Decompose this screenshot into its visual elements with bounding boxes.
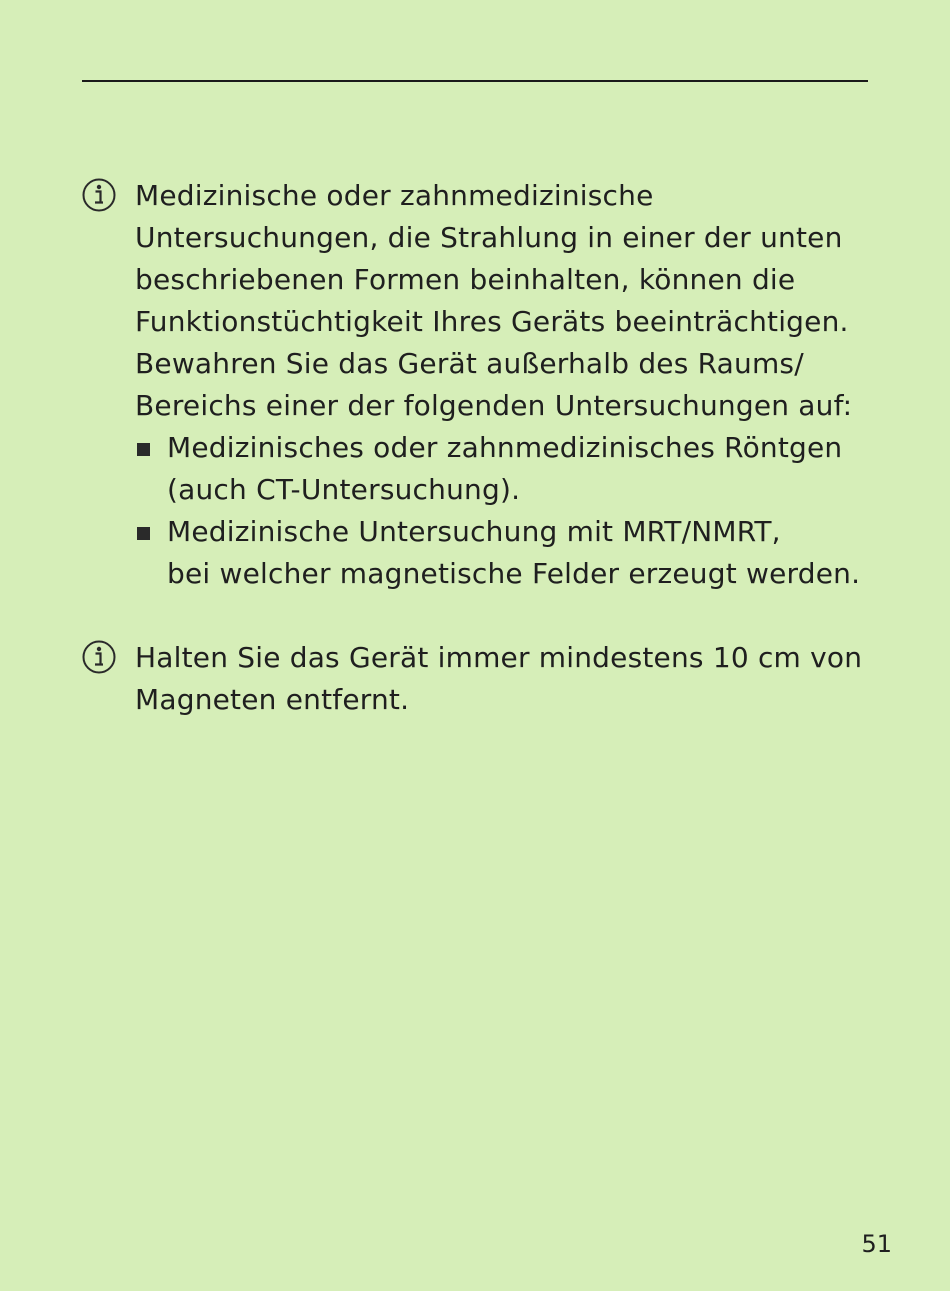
page-number: 51 — [861, 1230, 892, 1258]
info-icon — [82, 178, 116, 212]
list-item — [135, 427, 872, 511]
top-rule — [82, 80, 868, 82]
list-item-line: (auch CT-Untersuchung). — [167, 473, 521, 506]
text-line: Magneten entfernt. — [135, 683, 410, 716]
note-paragraph — [135, 175, 872, 427]
note-body — [135, 637, 872, 721]
list-item-line: Medizinisches oder zahnmedizinisches Röntgen — [167, 431, 843, 464]
list-item-line: bei welcher magnetische Felder erzeugt werden. — [167, 557, 861, 590]
info-icon — [82, 640, 116, 674]
note-body — [135, 175, 872, 595]
list-item — [135, 511, 872, 595]
text-line: Medizinische oder zahnmedizinische — [135, 179, 654, 212]
list-item-line: Medizinische Untersuchung mit MRT/NMRT, — [167, 515, 781, 548]
text-line: Untersuchungen, die Strahlung in einer der unten — [135, 221, 843, 254]
text-line: Bereichs einer der folgenden Untersuchungen auf: — [135, 389, 853, 422]
text-line: Bewahren Sie das Gerät außerhalb des Raums/ — [135, 347, 804, 380]
square-bullet-icon — [137, 443, 150, 456]
text-line: Halten Sie das Gerät immer mindestens 10 cm von — [135, 641, 863, 674]
square-bullet-icon — [137, 527, 150, 540]
info-note-radiation — [82, 175, 872, 595]
examination-list — [135, 427, 872, 595]
text-line: Funktionstüchtigkeit Ihres Geräts beeinträchtigen. — [135, 305, 849, 338]
text-line: beschriebenen Formen beinhalten, können die — [135, 263, 796, 296]
info-note-magnets — [82, 637, 872, 721]
note-paragraph — [135, 637, 872, 721]
